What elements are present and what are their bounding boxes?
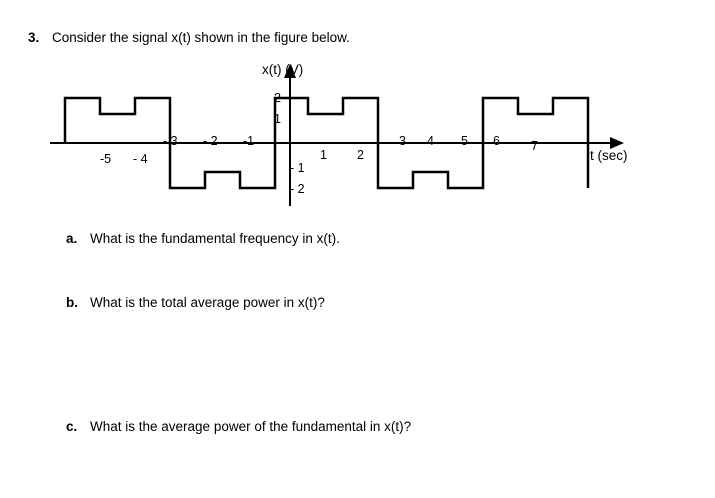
x-axis-label: t (sec) <box>590 148 628 163</box>
y-tick-label-neg1: - 1 <box>290 161 305 175</box>
x-tick-label-6: 6 <box>493 134 500 148</box>
question-stem: Consider the signal x(t) shown in the figure below. <box>52 30 350 45</box>
part-a-letter: a. <box>66 231 78 246</box>
x-tick-label-4: 4 <box>427 134 434 148</box>
x-tick-label-1: 1 <box>320 148 327 162</box>
x-tick-label-neg3: - 3 <box>163 134 178 148</box>
y-tick-label-1: 1 <box>274 112 281 126</box>
y-tick-label-2: 2 <box>274 91 281 105</box>
x-tick-label-2: 2 <box>357 148 364 162</box>
x-tick-label-neg5: -5 <box>100 152 112 166</box>
x-tick-label-7: 7 <box>531 139 538 153</box>
x-tick-label-neg2: - 2 <box>203 134 218 148</box>
waveform-plot <box>40 58 680 218</box>
part-a-text: What is the fundamental frequency in x(t). <box>90 231 340 246</box>
x-tick-label-neg1: -1 <box>243 134 255 148</box>
part-c-letter: c. <box>66 419 78 434</box>
y-axis-label: x(t) (V) <box>262 62 304 77</box>
signal-figure <box>40 58 680 218</box>
part-c-text: What is the average power of the fundamental in x(t)? <box>90 419 412 434</box>
x-tick-label-3: 3 <box>399 134 406 148</box>
x-tick-label-5: 5 <box>461 134 468 148</box>
x-tick-label-neg4: - 4 <box>133 152 148 166</box>
y-tick-label-neg2: - 2 <box>290 182 305 196</box>
part-b-letter: b. <box>66 295 78 310</box>
question-number: 3. <box>28 30 40 45</box>
part-b-text: What is the total average power in x(t)? <box>90 295 325 310</box>
